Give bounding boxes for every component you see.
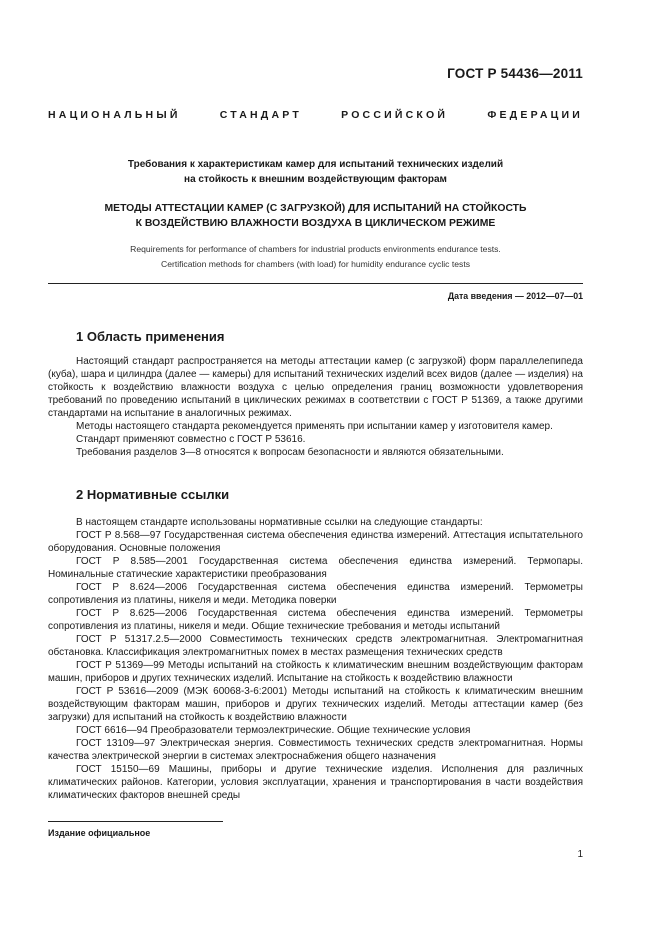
group-title-line: на стойкость к внешним воздействующим факторам [184,174,447,185]
edition-label: Издание официальное [48,828,151,838]
paragraph: Настоящий стандарт распространяется на методы аттестации камер (с загрузкой) форм параллелепипеда (куба), шара и цилиндра (далее — камеры) для испытаний технических изделий всех видов (далее — изделия) на стойкость к воздействию влажности воздуха с целью определения границ возможности удовлетворения требований по проведению испытаний в циклических режимах в соответствии с ГОСТ Р 51369, а также другими стандартами на испытание в аналогичных режимах. [48,356,583,419]
footer-divider [48,821,223,822]
main-title-line: МЕТОДЫ АТТЕСТАЦИИ КАМЕР (С ЗАГРУЗКОЙ) ДЛЯ ИСПЫТАНИЙ НА СТОЙКОСТЬ [104,203,527,214]
reference-item: ГОСТ Р 8.624—2006 Государственная система обеспечения единства измерений. Термометры сопротивления из платины, никеля и меди. Методика поверки [48,582,583,606]
section-2-body [48,516,583,802]
reference-item: ГОСТ Р 51369—99 Методы испытаний на стойкость к климатическим внешним воздействующим факторам машин, приборов и других технических изделий. Испытание на стойкость к воздействию влажности [48,660,583,684]
group-title [48,157,583,187]
section-2-heading: 2 Нормативные ссылки [76,487,230,502]
reference-item: ГОСТ 13109—97 Электрическая энергия. Совместимость технических средств электромагнитная. Нормы качества электрической энергии в системах электроснабжения общего назначения [48,738,583,762]
introduction-date: Дата введения — 2012—07—01 [447,291,583,301]
group-title-line: Требования к характеристикам камер для испытаний технических изделий [127,159,504,170]
national-standard-heading: НАЦИОНАЛЬНЫЙ СТАНДАРТ РОССИЙСКОЙ ФЕДЕРАЦИИ [48,109,583,121]
paragraph: Требования разделов 3—8 относятся к вопросам безопасности и являются обязательными. [76,447,504,458]
reference-item: ГОСТ Р 8.585—2001 Государственная система обеспечения единства измерений. Термопары. Номинальные статические характеристики преобразования [48,556,583,580]
reference-item: ГОСТ 6616—94 Преобразователи термоэлектрические. Общие технические условия [76,725,471,736]
english-title [48,242,583,272]
paragraph: Методы настоящего стандарта рекомендуется применять при испытании камер у изготовителя камер. [76,421,553,432]
standard-number: ГОСТ Р 54436—2011 [447,66,583,81]
section-1-body [48,355,583,459]
paragraph: Стандарт применяют совместно с ГОСТ Р 53616. [76,434,306,445]
page-number: 1 [577,849,583,860]
reference-item: ГОСТ 15150—69 Машины, приборы и другие технические изделия. Исполнения для различных климатических районов. Категории, условия эксплуатации, хранения и транспортирования в части воздействия климатических факторов внешней среды [48,764,583,801]
title-divider [48,283,583,284]
paragraph: В настоящем стандарте использованы нормативные ссылки на следующие стандарты: [76,517,483,528]
english-title-line: Requirements for performance of chambers for industrial products environments endurance tests. [130,244,501,254]
reference-item: ГОСТ Р 53616—2009 (МЭК 60068-3-6:2001) Методы испытаний на стойкость к климатическим внешним воздействующим факторам машин, приборов и других технических изделий. Методы аттестации камер (без загрузки) для испытаний на стойкость к воздействию влажности [48,686,583,723]
reference-item: ГОСТ Р 8.625—2006 Государственная система обеспечения единства измерений. Термометры сопротивления из платины, никеля и меди. Общие технические требования и методы испытаний [48,608,583,632]
english-title-line: Certification methods for chambers (with load) for humidity endurance cyclic tests [160,259,471,269]
main-title-line: К ВОЗДЕЙСТВИЮ ВЛАЖНОСТИ ВОЗДУХА В ЦИКЛИЧЕСКОМ РЕЖИМЕ [135,218,496,229]
reference-item: ГОСТ Р 8.568—97 Государственная система обеспечения единства измерений. Аттестация испытательного оборудования. Основные положения [48,530,583,554]
main-title [48,201,583,231]
reference-item: ГОСТ Р 51317.2.5—2000 Совместимость технических средств электромагнитная. Электромагнитная обстановка. Классификация электромагнитных помех в местах размещения технических средств [48,634,583,658]
section-1-heading: 1 Область применения [76,329,225,344]
